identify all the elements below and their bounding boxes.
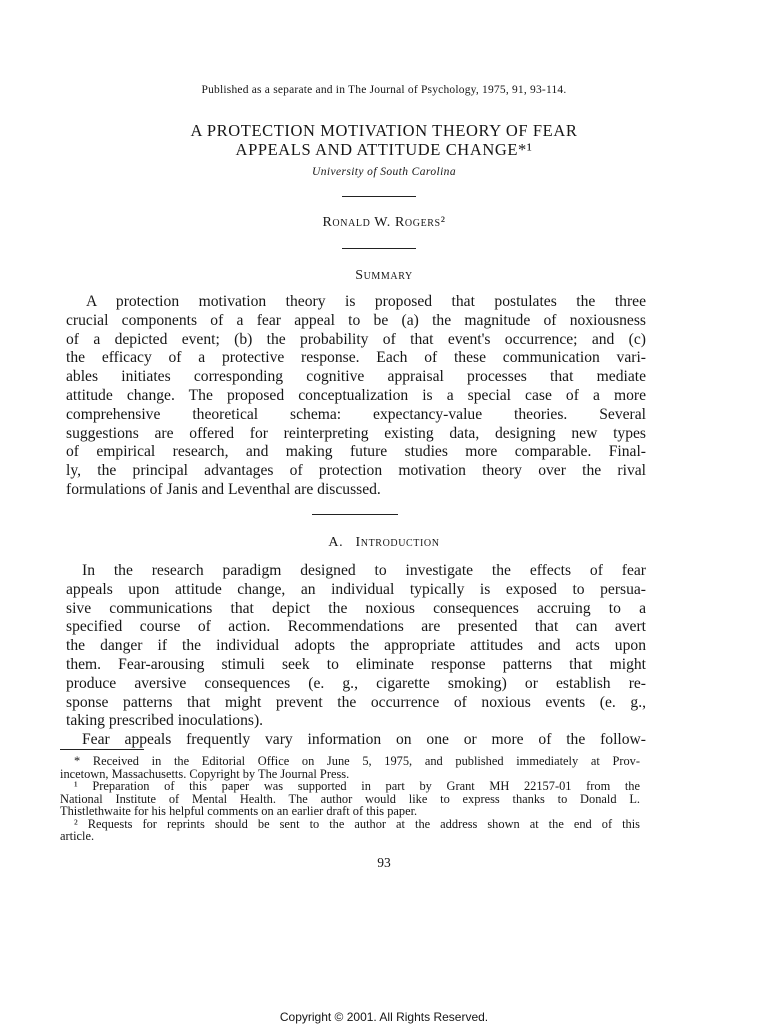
introduction-line: taking prescribed inoculations).	[66, 712, 264, 730]
page-number: 93	[377, 855, 391, 870]
summary-line: A protection motivation theory is proposed that postulates the three	[86, 293, 646, 310]
footnote-line: Thistlethwaite for his helpful comments on an earlier draft of this paper.	[60, 804, 418, 818]
introduction-line: them. Fear-arousing stimuli seek to eliminate response patterns that might	[66, 655, 646, 673]
summary-paragraph	[66, 293, 646, 500]
continuation-paragraph	[66, 731, 646, 750]
footnote-line: article.	[60, 829, 95, 843]
summary-heading: Summary	[355, 268, 413, 283]
summary-line: of empirical research, and making future studies more comparable. Final-	[66, 443, 646, 461]
footnote-line: ² Requests for reprints should be sent to the author at the address shown at the end of this	[74, 816, 640, 831]
summary-line: crucial components of a fear appeal to be (a) the magnitude of noxiousness	[66, 311, 646, 329]
introduction-line: sive communications that depict the noxious consequences accruing to a	[66, 599, 646, 617]
footnote-line: National Institute of Mental Health. The author would like to express thanks to Donald L.	[60, 791, 640, 806]
article-title-line-2: APPEALS AND ATTITUDE CHANGE*¹	[235, 140, 533, 159]
author-name: Ronald W. Rogers²	[322, 215, 446, 230]
section-divider	[312, 514, 398, 515]
footnote-line: ¹ Preparation of this paper was supported in part by Grant MH 22157-01 from the	[74, 779, 640, 793]
footnote-rule	[60, 749, 144, 750]
summary-line: of a depicted event; (b) the probability of that event's occurrence; and (c)	[66, 330, 646, 348]
title-divider	[342, 196, 416, 197]
continuation-line: Fear appeals frequently vary information on one or more of the follow-	[82, 731, 646, 748]
introduction-line: In the research paradigm designed to investigate the effects of fear	[82, 562, 646, 579]
summary-line: the efficacy of a protective response. Each of these communication vari-	[66, 349, 646, 367]
introduction-line: the danger if the individual adopts the appropriate attitudes and acts upon	[66, 637, 646, 655]
introduction-paragraph	[66, 562, 646, 731]
introduction-heading: A. Introduction	[328, 535, 440, 550]
summary-line: ables initiates corresponding cognitive appraisal processes that mediate	[66, 368, 646, 386]
publication-note: Published as a separate and in The Journal of Psychology, 1975, 91, 93-114.	[201, 84, 567, 96]
copyright-notice: Copyright © 2001. All Rights Reserved.	[279, 1010, 489, 1024]
summary-line: comprehensive theoretical schema: expectancy-value theories. Several	[66, 405, 646, 423]
introduction-line: specified course of action. Recommendations are presented that can avert	[66, 618, 646, 636]
summary-line: ly, the principal advantages of protection motivation theory over the rival	[66, 462, 646, 480]
summary-line: suggestions are offered for reinterpreting existing data, designing new types	[66, 424, 646, 442]
footnote-line: * Received in the Editorial Office on June 5, 1975, and published immediately at Prov-	[74, 754, 640, 768]
author-divider	[342, 248, 416, 249]
author-affiliation: University of South Carolina	[312, 166, 456, 178]
article-title-line-1: A PROTECTION MOTIVATION THEORY OF FEAR	[190, 121, 578, 140]
summary-line: attitude change. The proposed conceptualization is a special case of a more	[66, 386, 646, 404]
introduction-line: sponse patterns that might prevent the occurrence of noxious events (e. g.,	[66, 693, 646, 711]
summary-line: formulations of Janis and Leventhal are discussed.	[66, 480, 381, 498]
footnote-line: incetown, Massachusetts. Copyright by The Journal Press.	[60, 766, 350, 781]
introduction-line: appeals upon attitude change, an individual typically is exposed to persua-	[66, 580, 646, 598]
footnotes	[60, 755, 640, 843]
introduction-line: produce aversive consequences (e. g., cigarette smoking) or establish re-	[66, 674, 646, 692]
